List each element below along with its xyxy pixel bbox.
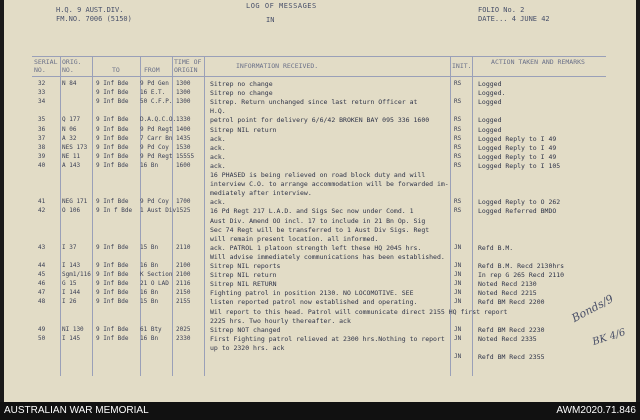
cell-orig: NEG 171 [62,198,88,206]
cell-from: 1 Aust Div [140,207,177,215]
cell-time: 1400 [176,125,191,133]
cell-init: RS [454,143,462,151]
col-header-info: INFORMATION RECEIVED. [236,62,319,70]
cell-serial: 39 [38,152,46,160]
cell-info: Sitrep NIL RETURN [210,280,277,289]
cell-info: Wil report to this head. Patrol will communicate direct 2155 HQ first report [210,307,508,316]
cell-serial: 37 [38,134,46,142]
cell-action: Noted Recd 2130 [478,280,537,289]
cell-to: 9 Inf Bde [96,80,129,87]
cell-action: Logged [478,98,502,107]
cell-time: 2330 [176,334,191,342]
cell-action: Logged Reply to I 105 [478,161,561,170]
cell-info: petrol point for delivery 6/6/42 BROKEN BAY 095 336 1600 [210,116,430,125]
cell-from: 21 O LAD [140,280,169,288]
cell-serial: 44 [38,262,46,269]
cell-init: RS [454,161,462,169]
cell-serial: 32 [38,80,46,87]
cell-time: 1300 [176,89,191,97]
cell-serial: 48 [38,298,46,306]
cell-orig: NES 173 [62,143,88,151]
cell-init: JN [454,243,462,251]
cell-init: RS [454,125,462,133]
cell-to: 9 Inf Bde [96,271,129,279]
cell-to: 9 Inf Bde [96,280,129,288]
cell-time: 2100 [176,262,191,269]
cell-time: 2116 [176,280,191,288]
cell-action: Logged [478,80,502,88]
table-top-rule [32,56,606,57]
cell-to: 9 Inf Bde [96,289,129,297]
unit-line: H.Q. 9 AUST.DIV. [56,6,124,14]
cell-from: K Section [140,271,173,279]
log-document [4,0,636,402]
cell-to: 9 Inf Bde [96,161,129,169]
cell-info: ack. PATROL 1 platoon strength left these HQ 2045 hrs. [210,243,422,252]
cell-action: Logged [478,116,502,125]
cell-orig: I 26 [62,298,77,306]
unit-header [56,6,132,24]
cell-time: 2155 [176,298,191,306]
cell-info: up to 2320 hrs. ack [210,343,285,352]
cell-from: 9 Pd Coy [140,143,169,151]
cell-init: RS [454,207,462,215]
column-divider [204,56,205,376]
cell-time: 2100 [176,271,191,279]
cell-action: Logged Referred BMDO [478,207,557,216]
cell-time: 2150 [176,289,191,297]
cell-serial: 46 [38,280,46,288]
cell-from: 50 C.F.P. [140,98,173,106]
cell-action: Noted Recd 2215 [478,289,537,298]
cell-orig: O 106 [62,207,81,215]
cell-init: JN [454,289,462,297]
cell-info: Aust Div. Amend OO incl. 17 to include in 21 Bn Op. Sig [210,216,426,225]
cell-action: Logged. [478,89,506,98]
cell-serial: 49 [38,325,46,333]
cell-info: listen reported patrol now established and operating. [210,298,418,307]
direction-label: IN [266,16,275,24]
cell-orig: NI 130 [62,325,84,333]
cell-orig: I 144 [62,289,81,297]
cell-info: 16 PHASED is being relieved on road block duty and will [210,171,426,179]
cell-orig: A 143 [62,161,81,169]
cell-init: JN [454,271,462,279]
cell-action: Logged Reply to I 49 [478,134,557,143]
folio-number: FOLIO No. 2 [478,6,525,14]
cell-from: 15 Bn [140,298,159,306]
cell-init: JN [454,325,462,333]
cell-from: 16 Bn [140,262,159,269]
cell-info: will remain present location. all informed. [210,234,379,243]
cell-action: Refd BM Recd 2355 [478,353,545,361]
cell-time: 1330 [176,116,191,124]
cell-init: JN [454,262,462,269]
cell-time: 1530 [176,143,191,151]
cell-time: 2110 [176,243,191,251]
cell-orig: Q 177 [62,116,81,124]
cell-init: RS [454,116,462,124]
cell-from: 16 Bn [140,161,159,169]
col-header-action: ACTION TAKEN AND REMARKS [491,58,585,66]
cell-info: First Fighting patrol relieved at 2300 hrs.Nothing to report [210,334,445,343]
col-header-to: TO [112,66,120,74]
cell-orig: Sgm1/116 [62,271,91,279]
cell-action: Logged Reply to O 262 [478,198,561,207]
cell-time: 2025 [176,325,191,333]
cell-serial: 50 [38,334,46,342]
column-divider [92,56,93,376]
cell-serial: 33 [38,89,46,97]
cell-serial: 42 [38,207,46,215]
cell-orig: NE 11 [62,152,81,160]
cell-to: 9 Inf Bde [96,334,129,342]
col-header-serial: SERIAL NO. [34,58,58,74]
initials-mark: BK 4/6 [591,327,627,348]
cell-init: RS [454,98,462,106]
cell-action: Logged Reply to I 49 [478,143,557,152]
column-divider [472,56,473,376]
cell-info: Will advise immediately communications has been established. [210,252,445,261]
col-header-time: TIME OF ORIGIN [174,58,202,74]
cell-from: 61 Bty [140,325,162,333]
cell-to: 9 Inf Bde [96,325,129,333]
cell-init: JN [454,334,462,342]
cell-info: 2225 hrs. Two hourly thereafter. ack [210,316,351,325]
cell-orig: N 06 [62,125,77,133]
cell-init: RS [454,152,462,160]
cell-info: Sitrep no change [210,89,273,98]
cell-serial: 45 [38,271,46,279]
cell-to: 9 Inf Bde [96,89,129,97]
cell-from: 16 Bn [140,289,159,297]
cell-orig: N 84 [62,80,77,87]
table-header-rule [32,76,606,77]
cell-info: ack. [210,134,226,143]
cell-serial: 43 [38,243,46,251]
cell-serial: 34 [38,98,46,106]
cell-init: JN [454,298,462,306]
log-date: DATE... 4 JUNE 42 [478,15,550,23]
cell-init: RS [454,80,462,87]
cell-time: 1300 [176,80,191,87]
cell-from: 9 Pd Gen [140,80,169,87]
cell-to: 9 Inf Bde [96,152,129,160]
cell-action: In rep G 265 Recd 2110 [478,271,565,280]
column-divider [60,56,61,376]
archive-reference: AWM2020.71.846 [556,405,636,416]
cell-info: Sitrep NOT changed [210,325,281,334]
cell-action: Refd BM Recd 2230 [478,325,545,334]
cell-action: Refd BM Recd 2200 [478,298,545,307]
cell-to: 9 In f Bde [96,207,133,215]
page-title: LOG OF MESSAGES [246,2,317,10]
cell-info: Sitrep no change [210,80,273,88]
cell-init: JN [454,353,462,360]
form-number: FM.NO. 7006 (5150) [56,15,132,23]
archive-name: AUSTRALIAN WAR MEMORIAL [4,405,149,416]
cell-time: 1525 [176,207,191,215]
cell-action: Logged Reply to I 49 [478,152,557,161]
cell-from: 9 Pd Regt [140,125,173,133]
cell-serial: 35 [38,116,46,124]
cell-serial: 41 [38,198,46,206]
cell-to: 9 Inf Bde [96,125,129,133]
cell-time: 1600 [176,161,191,169]
cell-action: Noted Recd 2335 [478,334,537,343]
cell-to: 9 Inf Bde [96,243,129,251]
cell-orig: A 32 [62,134,77,142]
signature: Bonds/9 [569,292,616,325]
cell-action: Logged [478,125,502,134]
cell-to: 9 Inf Bde [96,262,129,269]
cell-info: H.Q. [210,107,226,116]
cell-action: Refd B.M. Recd 2130hrs [478,262,565,270]
cell-orig: G 15 [62,280,77,288]
archive-footer [0,402,640,420]
cell-orig: I 143 [62,262,81,269]
cell-to: 9 Inf Bde [96,116,129,124]
cell-time: 1700 [176,198,191,206]
column-divider [450,56,451,376]
col-header-from: FROM [144,66,160,74]
cell-info: interview C.O. to arrange accommodation will be forwarded im- [210,180,449,189]
cell-to: 9 Inf Bde [96,143,129,151]
cell-from: 7 Carr Bn [140,134,173,142]
cell-to: 9 Inf Bde [96,134,129,142]
cell-serial: 47 [38,289,46,297]
cell-info: Sec 74 Regt will be transferred to 1 Aust Div Sigs. Regt [210,225,430,234]
cell-to: 9 Inf Bde [96,298,129,306]
cell-from: 16 Bn [140,334,159,342]
cell-info: Fighting patrol in position 2130. NO LOCOMOTIVE. SEE [210,289,414,298]
cell-info: Sitrep NIL reports [210,262,281,270]
cell-from: 9 Pd Coy [140,198,169,206]
cell-time: 1300 [176,98,191,106]
cell-orig: I 145 [62,334,81,342]
cell-info: ack. [210,198,226,207]
cell-info: mediately after interview. [210,189,312,198]
cell-info: ack. [210,161,226,170]
cell-info: ack. [210,143,226,152]
cell-from: 15 Bn [140,243,159,251]
cell-serial: 36 [38,125,46,133]
cell-init: JN [454,280,462,288]
cell-info: 16 Pd Regt 217 L.A.D. and Sigs Sec now under Comd. 1 [210,207,414,216]
cell-to: 9 Inf Bde [96,198,129,206]
cell-info: ack. [210,152,226,161]
cell-serial: 40 [38,161,46,169]
col-header-orig: ORIG. NO. [62,58,82,74]
cell-time: 1435 [176,134,191,142]
cell-init: RS [454,198,462,206]
cell-time: 15555 [176,152,195,160]
folio-header [478,6,550,24]
cell-action: Refd B.M. [478,243,514,252]
cell-info: Sitrep. Return unchanged since last return Officer at [210,98,418,107]
cell-info: Sitrep NIL return [210,125,277,134]
cell-info: Sitrep NIL return [210,271,277,280]
cell-serial: 38 [38,143,46,151]
cell-init: RS [454,134,462,142]
cell-from: 16 E.T. [140,89,166,97]
cell-from: 9 Pd Regt [140,152,173,160]
col-header-init: INIT. [452,62,472,70]
cell-orig: I 37 [62,243,77,251]
cell-from: D.A.Q.C.O. [140,116,177,124]
cell-to: 9 Inf Bde [96,98,129,106]
